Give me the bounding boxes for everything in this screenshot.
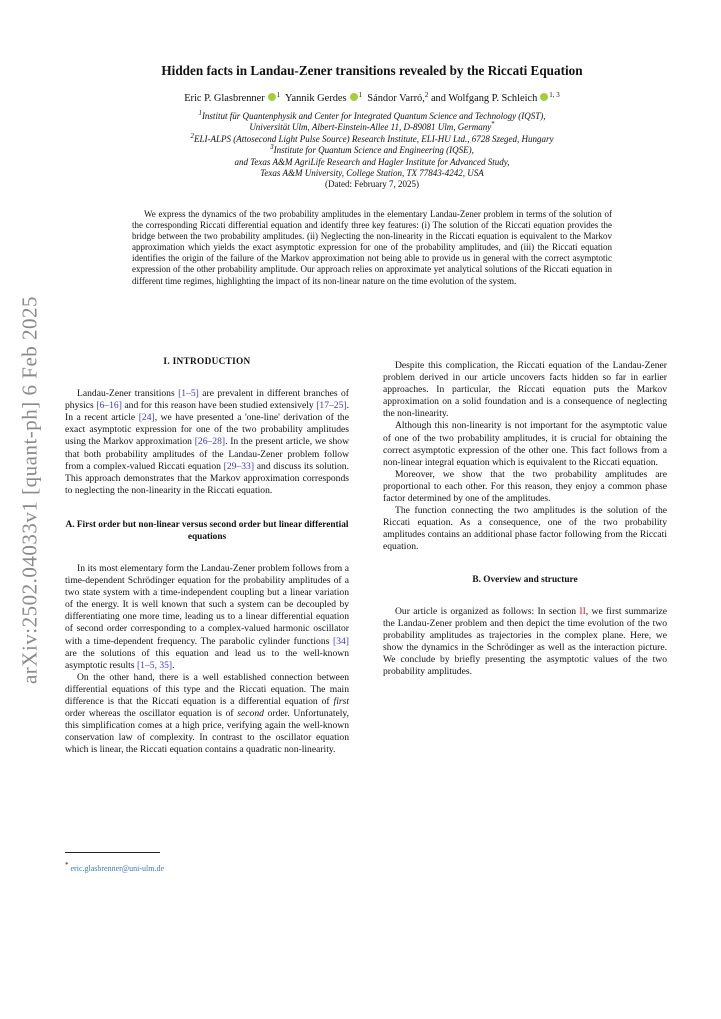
author-name: Yannik Gerdes [285, 93, 347, 104]
email-link[interactable]: eric.glasbrenner@uni-ulm.de [70, 864, 165, 873]
citation-link[interactable]: [1–5] [178, 388, 199, 400]
body-paragraph: Moreover, we show that the two probability amplitudes are proportional to each other. For this reason, they enjoy a common phase factor determined by one of the amplitudes. [383, 468, 667, 505]
left-column [65, 356, 349, 756]
affiliation-1: Institut für Quantenphysik and Center for Integrated Quantum Science and Technology (IQST), [201, 111, 546, 121]
subsection-heading-b: B. Overview and structure [472, 574, 578, 585]
footnote: * eric.glasbrenner@uni-ulm.de [65, 861, 165, 873]
affiliation-1-address: Universität Ulm, Albert-Einstein-Allee 11, D-89081 Ulm, Germany [249, 122, 492, 133]
orcid-icon[interactable] [540, 93, 548, 101]
citation-link[interactable]: [24] [138, 412, 155, 424]
affiliation-3-line2: and Texas A&M AgriLife Research and Hagler Institute for Advanced Study, [234, 156, 510, 167]
arxiv-sidebar-stamp [12, 295, 48, 685]
intro-paragraph: Landau-Zener transitions [1–5] are prevalent in different branches of physics [6–16] and for this reason have been studied extensively [17–25]. In a recent article [24], we have presented a 'one-line' derivation of the exact asymptotic expression for one of the two probability amplitudes using the Markov approximation [26–28]. In the present article, we show that both probability amplitudes of the Landau-Zener problem follow from a complex-valued Riccati equation [29–33] and discuss its solution. This approach demonstrates that the Markov approximation corresponds to neglecting the non-linearity in the Riccati equation. [65, 388, 350, 496]
affiliation-2: ELI-ALPS (Attosecond Light Pulse Source) Research Institute, ELI-HU Ltd., 6728 Szeged, Hungary [193, 133, 554, 144]
affiliations: $^1$Institut für Quantenphysik and Center for Integrated Quantum Science and Technology (IQST), Universität Ulm, Albert-Einstein-Allee 11, D-89081 Ulm, Germany* $^2$ELI-ALPS (Attosecond Light Pulse Source) Research Institute, ELI-HU Ltd., 6728 Szeged, Hungary $^3$Institute for Quantum Science and Engineering (IQSE), and Texas A&M AgriLife Research and Hagler Institute for Advanced Study, Texas A&M University, College Station, TX 77843-4242, USA (Dated: February 7, 2025) [190, 109, 554, 190]
author-name: Wolfgang P. Schleich [448, 93, 538, 104]
citation-link[interactable]: [17–25] [316, 400, 347, 412]
section-reference-link[interactable]: II [579, 605, 586, 617]
affiliation-3-line3: Texas A&M University, College Station, TX 77843-4242, USA [260, 168, 484, 179]
citation-link[interactable]: [26–28] [194, 436, 226, 448]
dated: (Dated: February 7, 2025) [325, 179, 419, 190]
author-name: Eric P. Glasbrenner [184, 93, 265, 104]
orcid-icon[interactable] [268, 93, 276, 101]
orcid-icon[interactable] [350, 93, 358, 101]
section-heading-introduction: I. INTRODUCTION [163, 357, 251, 367]
author-list: Eric P. Glasbrenner $^1$ Yannik Gerdes $^1$ Sándor Varró,$^2$ and Wolfgang P. Schleich $^{1, 3}$ [184, 91, 560, 104]
paper-title: Hidden facts in Landau-Zener transitions revealed by the Riccati Equation [161, 63, 583, 78]
authors-and: and [430, 93, 446, 104]
citation-link[interactable]: [6–16] [96, 400, 122, 412]
body-paragraph: Our article is organized as follows: In section II, we first summarize the Landau-Zener problem and then depict the time evolution of the two probability amplitudes as trajectories in the complex plane. Here, we show the dynamics in the Schrödinger as well as the interaction picture. We conclude by briefly presenting the asymptotic values of the two probability amplitudes. [383, 605, 667, 677]
right-column [383, 360, 667, 678]
abstract: We express the dynamics of the two probability amplitudes in the elementary Landau-Zener problem in terms of the solution of the corresponding Riccati differential equation and identify three key features: (i) The solution of the Riccati equation provides the bridge between the two probability amplitudes. (ii) Neglecting the non-linearity in the Riccati equation is equivalent to the Markov approximation which yields the exact asymptotic expression for one of the probability amplitudes, and (iii) the Riccati equation identifies the origin of the failure of the Markov approximation not being able to provide us in general with the correct asymptotic expression of the other probability amplitude. Our approach relies on approximate yet analytical solutions of the Riccati equation in different time regimes, highlighting the impact of its non-linear nature on the time evolution of the system. [132, 209, 612, 286]
body-paragraph: Despite this complication, the Riccati equation of the Landau-Zener problem derived in our article uncovers facts hidden so far in earlier approaches. In particular, the Riccati equation puts the Markov approximation on a solid foundation and is a consequence of neglecting the non-linearity. [383, 360, 667, 420]
body-paragraph: Although this non-linearity is not important for the asymptotic value of one of the two probability amplitudes, it is crucial for obtaining the correct asymptotic expression of the other one. This fact follows from a non-linear integral equation which is equivalent to the Riccati equation. [383, 420, 667, 468]
author-name: Sándor Varró, [367, 93, 425, 104]
arxiv-identifier: arXiv:2502.04033v1 [quant-ph] 6 Feb 2025 [17, 295, 42, 685]
body-paragraph: On the other hand, there is a well established connection between differential equations of this type and the Riccati equation. The main difference is that the Riccati equation is a differential equation of first order whereas the oscillator equation is of second order. Unfortunately, this simplification comes at a high price, verifying again the well-known conservation law of complexity. In contrast to the oscillator equation which is linear, the Riccati equation contains a quadratic non-linearity. [65, 671, 350, 756]
citation-link[interactable]: [34] [333, 635, 349, 647]
body-paragraph: The function connecting the two amplitudes is the solution of the Riccati equation. As a consequence, one of the two probability amplitudes contains an additional phase factor following from the Riccati equation. [383, 505, 667, 553]
footnote-divider [65, 852, 160, 853]
body-paragraph: In its most elementary form the Landau-Zener problem follows from a time-dependent Schrödinger equation for the probability amplitudes of a two state system with a time-independent coupling but a linear variation of the energy. It is well known that such a system can be decoupled by differentiating one more time, leading us to a linear differential equation of second order corresponding to a complex-valued harmonic oscillator with a time-dependent frequency. The parabolic cylinder functions [34] are the solutions of this equation and lead us to the well-known asymptotic results [1–5, 35]. [65, 562, 349, 671]
citation-link[interactable]: [29–33] [223, 460, 255, 472]
affiliation-3: Institute for Quantum Science and Engineering (IQSE), [273, 145, 474, 156]
subsection-heading-a: A. First order but non-linear versus second order but linear differential equations [65, 519, 349, 542]
citation-link[interactable]: [1–5, 35] [136, 659, 173, 671]
